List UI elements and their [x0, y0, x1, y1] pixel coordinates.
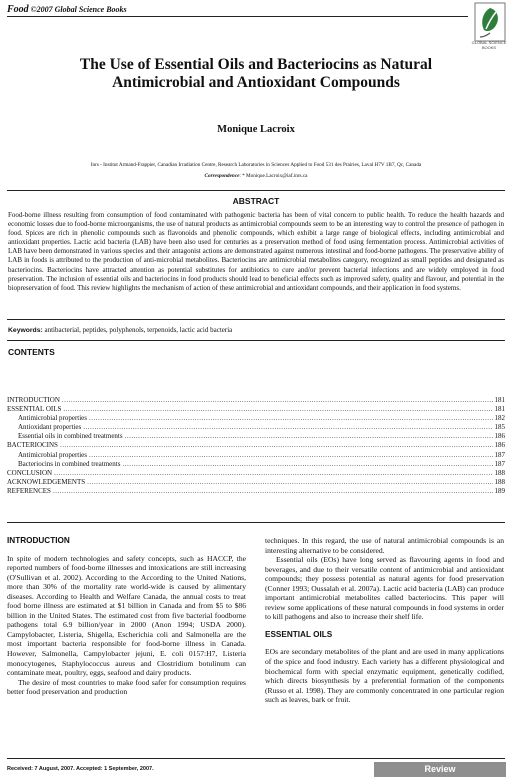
footer-rule [7, 758, 505, 759]
toc-entry-page: 188 [494, 477, 505, 486]
toc-entry-label: Antioxidant properties [18, 423, 82, 432]
received-dates: Received: 7 August, 2007. Accepted: 1 September, 2007. [7, 766, 154, 772]
title-line-1: The Use of Essential Oils and Bacteriocins as Natural [79, 56, 433, 73]
introduction-paragraph-1: In spite of modern technologies and safety concepts, such as HACCP, the reported numbers of food-borne illnesses and intoxications are still increasing (O'Sullivan et al. 2002). According to the According to the United Nations, more than 30% of the mortality rate world-wide is caused by alimentary diseases. According to Health and Welfare Canada, the annual costs to treat food borne illness are estimated at $1 billion in Canada and from $5 to $86 billion in the United States. The estimated cost from five bacterial foodborne pathogens total 6.9 billion/year in 2000 (Anon 1994; USDA 2000). Campylobacter, Listeria, Shigella, Escherichia coli and Salmonella are the most important bacteria responsible for food-borne illness in Canada. However, Salmonella, Campylobacter jejuni, E. coli 0157:H7, Listeria monocytogenes, Staphylococcus aureus and Clostridium botulinum can contaminate meat, poultry, eggs, seafood and dairy products. [7, 553, 246, 678]
toc-leader-dots [83, 423, 492, 432]
contents-top-rule [7, 340, 505, 341]
toc-entry-page: 188 [494, 468, 505, 477]
copyright-notice: ©2007 Global Science Books [30, 5, 127, 14]
toc-entry[interactable] [7, 423, 505, 432]
toc-entry-label: INTRODUCTION [7, 396, 60, 404]
leaf-logo-icon [474, 2, 506, 42]
body-right-column [265, 536, 504, 705]
introduction-heading: INTRODUCTION [7, 536, 70, 545]
toc-leader-dots [60, 441, 493, 450]
correspondence [20, 173, 492, 179]
toc-entry-page: 189 [494, 486, 505, 495]
toc-entry-label: Bacteriocins in combined treatments [18, 459, 121, 468]
toc-entry[interactable] [7, 478, 505, 487]
toc-entry-label: Essential oils in combined treatments [18, 432, 123, 441]
toc-entry-label: REFERENCES [7, 486, 51, 495]
toc-entry[interactable] [7, 405, 505, 414]
toc-leader-dots [125, 432, 493, 441]
toc-leader-dots [89, 451, 492, 460]
toc-entry[interactable] [7, 460, 505, 469]
toc-leader-dots [53, 487, 493, 496]
toc-entry[interactable] [7, 441, 505, 450]
toc-entry-page: 186 [494, 441, 505, 450]
toc-leader-dots [89, 414, 492, 423]
journal-header [7, 4, 127, 15]
keywords-text: antibacterial, peptides, polyphenols, terpenoids, lactic acid bacteria [44, 326, 233, 334]
toc-entry-page: 185 [494, 423, 505, 432]
article-title [20, 56, 492, 92]
toc-leader-dots [54, 469, 492, 478]
correspondence-email[interactable]: : * Monique.Lacroix@iaf.inrs.ca [239, 173, 308, 179]
toc-entry-page: 187 [494, 450, 505, 459]
toc-entry-label: Antimicrobial properties [18, 450, 88, 459]
toc-leader-dots [62, 396, 493, 405]
toc-entry-label: CONCLUSION [7, 468, 53, 477]
contents-heading: CONTENTS [8, 347, 55, 357]
abstract-bottom-rule [7, 319, 505, 320]
table-of-contents [7, 396, 505, 496]
toc-entry[interactable] [7, 487, 505, 496]
keywords [8, 326, 232, 334]
toc-entry[interactable] [7, 414, 505, 423]
toc-entry-page: 181 [494, 396, 505, 404]
author-name: Monique Lacroix [217, 124, 295, 135]
toc-leader-dots [122, 460, 492, 469]
review-badge: Review [374, 762, 506, 777]
toc-entry-label: BACTERIOCINS [7, 441, 58, 450]
body-top-rule [7, 522, 505, 523]
correspondence-label: Correspondence [204, 173, 240, 179]
toc-leader-dots [87, 478, 492, 487]
body-left-column [7, 536, 246, 697]
toc-entry[interactable] [7, 432, 505, 441]
journal-name: Food [7, 4, 29, 15]
introduction-paragraph-2: The desire of most countries to make food safer for consumption requires better food preservation and production [7, 677, 246, 697]
essential-oils-paragraph-1: EOs are secondary metabolites of the plant and are used in many applications of the spice and food industry. Each variety has a different physiological and biochemical form with special enzymatic equipment, genetically codified, which directs biosynthesis by a preferential formation of the components (Russo et al. 1998). They are commonly concentrated in one particular region such as leaves, bark or fruit. [265, 647, 504, 705]
toc-entry-page: 187 [494, 459, 505, 468]
toc-entry-label: ESSENTIAL OILS [7, 405, 62, 414]
keywords-label: Keywords: [8, 327, 43, 334]
toc-entry[interactable] [7, 469, 505, 478]
header-rule [7, 16, 468, 17]
toc-entry-page: 186 [494, 432, 505, 441]
essential-oils-heading: ESSENTIAL OILS [265, 629, 333, 639]
affiliation: Inrs - Institut Armand-Frappier, Canadian Irradiation Centre, Research Laboratories in Sciences Applied to Food 531 des Prairies, Laval H7V 1B7, Qc, Canada [90, 162, 422, 168]
toc-entry[interactable] [7, 451, 505, 460]
introduction-paragraph-3: techniques. In this regard, the use of natural antimicrobial compounds is an interesting alternative to be considered. [265, 536, 504, 555]
publisher-logo-text: GLOBAL SCIENCE BOOKS [471, 40, 507, 50]
toc-leader-dots [63, 405, 492, 414]
abstract-top-rule [7, 190, 505, 191]
toc-entry[interactable] [7, 396, 505, 405]
title-line-2: Antimicrobial and Antioxidant Compounds [112, 74, 400, 91]
toc-entry-page: 181 [494, 405, 505, 414]
abstract-text: Food-borne illness resulting from consumption of food contaminated with pathogenic bacteria has been of vital concern to public health. To reduce the health hazards and economic losses due to food-borne microorganisms, the use of natural products as antimicrobial compounds seem to be an interesting way to control the presence of pathogen in food. Spices are rich in phenolic compounds such as flavonoids and phenolic compounds, which exhibit a large range of biological effects, including antimicrobial and antioxidant properties. Lactic acid bacteria (LAB) have been also used for centuries as a preservation method of food using fermentation process. Antimicrobial activities of LAB have been demonstrated in various species and their antagonist actions are demonstrated against numerous intestinal and food-borne pathogens. The preservative ability of LAB in foods is attributed to the production of anti-microbial metabolites. Bacteriocins are antimicrobial metabolites category, recognized as small peptides and designated as bacteriocins. Bacteriocins have attracted attention as potential substitutes for antibiotics to cure and/or prevent bacterial infections and are widely employed in food preservation. The inclusion of essential oils and bacteriocins in food products should lead to beneficial effects such as improved safety, quality and flavour, and potential in the biopreservation of food. This review highlights the mechanism of action of these antimicrobial and antioxidant compounds, and their application in food systems. [8, 211, 504, 292]
toc-entry-label: ACKNOWLEDGEMENTS [7, 477, 86, 486]
toc-entry-page: 182 [494, 414, 505, 423]
abstract-heading: ABSTRACT [232, 196, 280, 206]
introduction-paragraph-4: Essential oils (EOs) have long served as flavouring agents in food and beverages, and due to their versatile content of antimicrobial and antioxidant compounds; they possess potential as natural agents for food preservation (Conner 1993; Oussalah et al. 2007a). Lactic acid bacteria (LAB) can produce important antimicrobial metabolites called bacteriocins. This paper will review some applications of these natural compounds in food systems in order to kill pathogens and also to increase their shelf life. [265, 555, 504, 622]
toc-entry-label: Antimicrobial properties [18, 414, 88, 423]
